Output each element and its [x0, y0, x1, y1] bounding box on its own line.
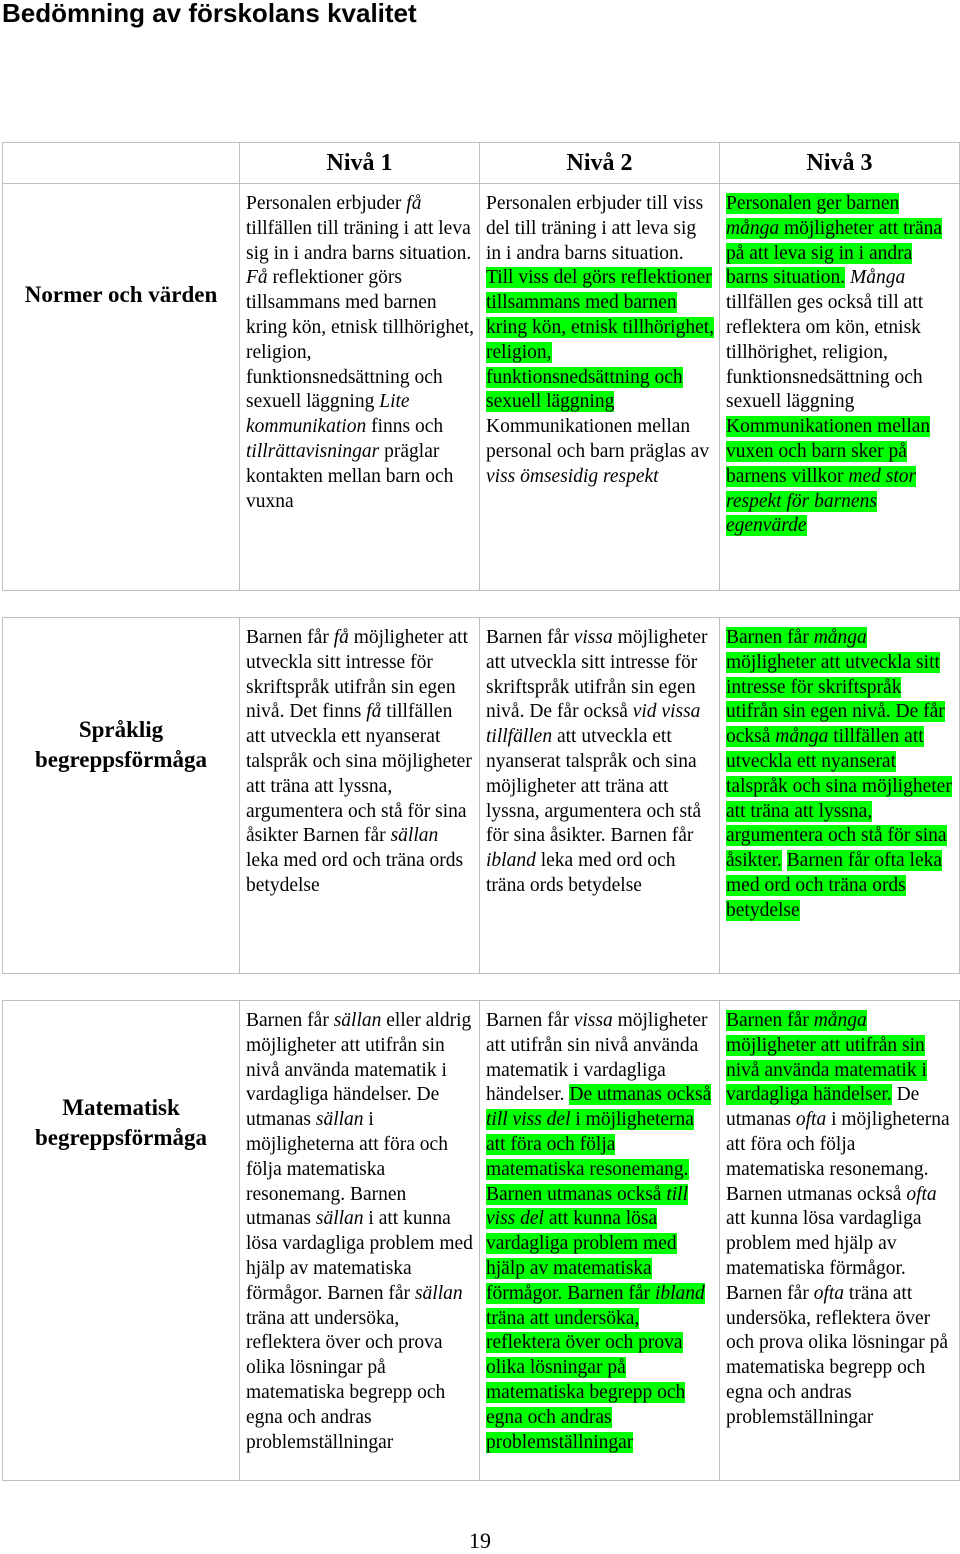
- text-run: sällan: [315, 1208, 364, 1230]
- quality-assessment-table: [2, 142, 960, 1481]
- text-run: Kommunikationen mellan personal och barn präglas av: [486, 416, 710, 462]
- level-2-header: Nivå 2: [480, 143, 720, 184]
- text-run: många: [813, 1010, 867, 1031]
- text-run: träna att undersöka, reflektera över och prova olika lösningar på matematiska begrepp och egna och andras problemställningar: [726, 1282, 949, 1428]
- text-run: ofta: [906, 1183, 937, 1205]
- text-run: få: [406, 193, 422, 214]
- page-title: Bedömning av förskolans kvalitet: [2, 0, 417, 28]
- text-run: tillfällen att utveckla ett nyanserat talspråk och sina möjligheter att träna att lyssna, argumentera och stå för sina åsikter Barnen får: [246, 701, 472, 847]
- text-run: Få: [246, 267, 268, 289]
- text-run: att utveckla ett nyanserat talspråk och sina möjligheter att träna att lyssna, argumentera och stå för sina åsikter. Barnen får: [486, 726, 702, 847]
- level-3-header: Nivå 3: [720, 143, 960, 184]
- text-run: i möjligheterna att föra och följa matematiska resonemang. Barnen utmanas också: [726, 1109, 950, 1205]
- row-label-language-ability: Språklig begreppsförmåga: [3, 618, 240, 974]
- level-header-row: [3, 143, 960, 184]
- row-label-norms-values: Normer och värden: [3, 184, 240, 591]
- text-run: leka med ord och träna ords betydelse: [486, 850, 676, 896]
- text-run: Barnen får: [486, 1010, 574, 1031]
- level-3-cell: [720, 618, 960, 974]
- text-run: vid vissa tillfällen: [486, 701, 701, 748]
- text-run: att kunna lösa vardagliga problem med hjälp av matematiska förmågor. Barnen får: [726, 1208, 922, 1304]
- text-run: sällan: [333, 1010, 382, 1031]
- text-run: [782, 850, 787, 871]
- text-run: vissa: [573, 1010, 613, 1031]
- text-run: möjligheter att utveckla sitt intresse för skriftspråk utifrån sin egen nivå. De får också: [486, 627, 708, 723]
- text-run: träna att undersöka, reflektera över och prova olika lösningar på matematiska begrepp och egna och andras problemställningar: [486, 1307, 686, 1453]
- level-1-cell: [240, 184, 480, 591]
- text-run: ibland: [654, 1282, 705, 1304]
- row-spacer: [3, 591, 960, 618]
- text-run: möjligheter att utveckla sitt intresse för skriftspråk utifrån sin egen nivå. De får också: [726, 651, 945, 748]
- text-run: reflektioner görs tillsammans med barnen kring kön, etnisk tillhörighet, religion, funktionsnedsättning och sexuell läggning: [246, 267, 475, 413]
- text-run: Barnen får: [726, 1010, 814, 1031]
- text-run: Personalen erbjuder till viss del till träning i att leva sig in i andra barns situation.: [486, 193, 704, 264]
- text-run: många: [813, 627, 867, 648]
- text-run: ofta: [795, 1109, 827, 1131]
- text-run: i att kunna lösa vardagliga problem med hjälp av matematiska förmågor. Barnen får: [246, 1208, 473, 1304]
- text-run: viss ömsesidig respekt: [486, 465, 659, 487]
- level-1-header: Nivå 1: [240, 143, 480, 184]
- text-run: vissa: [573, 627, 613, 648]
- text-run: präglar kontakten mellan barn och vuxna: [246, 440, 454, 512]
- level-3-cell: [720, 1001, 960, 1481]
- text-run: Till viss del görs reflektioner tillsammans med barnen kring kön, etnisk tillhörighet, religion, funktionsnedsättning och sexuell läggning: [486, 267, 715, 413]
- text-run: Barnen får: [726, 627, 814, 648]
- header-corner: [3, 143, 240, 184]
- text-run: eller aldrig möjligheter att utifrån sin nivå använda matematik i vardagliga händelser. De utmanas: [246, 1010, 472, 1131]
- text-run: sällan: [390, 825, 439, 847]
- text-run: många: [775, 726, 829, 748]
- level-2-cell: [480, 618, 720, 974]
- text-run: tillfällen ges också till att reflektera om kön, etnisk tillhörighet, religion, funktionsnedsättning och sexuell läggning: [726, 292, 924, 413]
- text-run: Lite kommunikation: [246, 391, 410, 438]
- table-row: [3, 1001, 960, 1481]
- text-run: Barnen får: [246, 627, 334, 648]
- level-1-cell: [240, 1001, 480, 1481]
- text-run: möjligheter att utifrån sin nivå använda matematik i vardagliga händelser.: [726, 1034, 927, 1106]
- text-run: möjligheter att utveckla sitt intresse för skriftspråk utifrån sin egen nivå. Det finns: [246, 627, 469, 723]
- text-run: i möjligheterna att föra och följa matematiska resonemang. Barnen utmanas: [246, 1109, 448, 1230]
- text-run: till viss del: [486, 1183, 688, 1230]
- level-2-cell: [480, 1001, 720, 1481]
- row-label-math-ability: Matematisk begreppsförmåga: [3, 1001, 240, 1481]
- text-run: möjligheter att utifrån sin nivå använda matematik i vardagliga händelser.: [486, 1010, 708, 1106]
- text-run: leka med ord och träna ords betydelse: [246, 850, 464, 896]
- text-run: Personalen erbjuder: [246, 193, 407, 214]
- text-run: sällan: [414, 1282, 463, 1304]
- text-run: att kunna lösa vardagliga problem med hjälp av matematiska förmågor. Barnen får: [486, 1208, 677, 1304]
- row-spacer: [3, 974, 960, 1001]
- text-run: Personalen ger barnen: [726, 193, 900, 214]
- text-run: ibland: [486, 850, 536, 872]
- page-number: 19: [469, 1528, 491, 1553]
- text-run: få: [366, 701, 382, 723]
- text-run: ofta: [813, 1282, 845, 1304]
- text-run: Kommunikationen mellan vuxen och barn sker på barnens villkor: [726, 416, 931, 487]
- text-run: många: [726, 217, 780, 239]
- level-3-cell: [720, 184, 960, 591]
- text-run: De utmanas också: [569, 1084, 712, 1106]
- table-row: [3, 184, 960, 591]
- text-run: finns och: [366, 416, 444, 438]
- level-1-cell: [240, 618, 480, 974]
- table-row: [3, 618, 960, 974]
- text-run: sällan: [315, 1109, 364, 1131]
- text-run: tillrättavisningar: [246, 440, 380, 462]
- text-run: tillfällen att utveckla ett nyanserat talspråk och sina möjligheter att träna att lyssna, argumentera och stå för sina åsikter.: [726, 726, 952, 872]
- text-run: Många: [850, 267, 906, 289]
- text-run: få: [333, 627, 349, 648]
- text-run: träna att undersöka, reflektera över och prova olika lösningar på matematiska begrepp och egna och andras problemställningar: [246, 1307, 446, 1453]
- text-run: Barnen får ofta leka med ord och träna ords betydelse: [726, 850, 943, 921]
- text-run: möjligheter att träna på att leva sig in i andra barns situation.: [726, 217, 943, 289]
- text-run: tillfällen till träning i att leva sig in i andra barns situation.: [246, 217, 472, 264]
- text-run: med stor respekt för barnens egenvärde: [726, 465, 917, 537]
- text-run: Barnen får: [486, 627, 574, 648]
- level-2-cell: [480, 184, 720, 591]
- text-run: i möjligheterna att föra och följa matematiska resonemang. Barnen utmanas också: [486, 1109, 694, 1205]
- text-run: till viss del: [486, 1109, 571, 1131]
- text-run: De utmanas: [726, 1084, 920, 1131]
- text-run: Barnen får: [246, 1010, 334, 1031]
